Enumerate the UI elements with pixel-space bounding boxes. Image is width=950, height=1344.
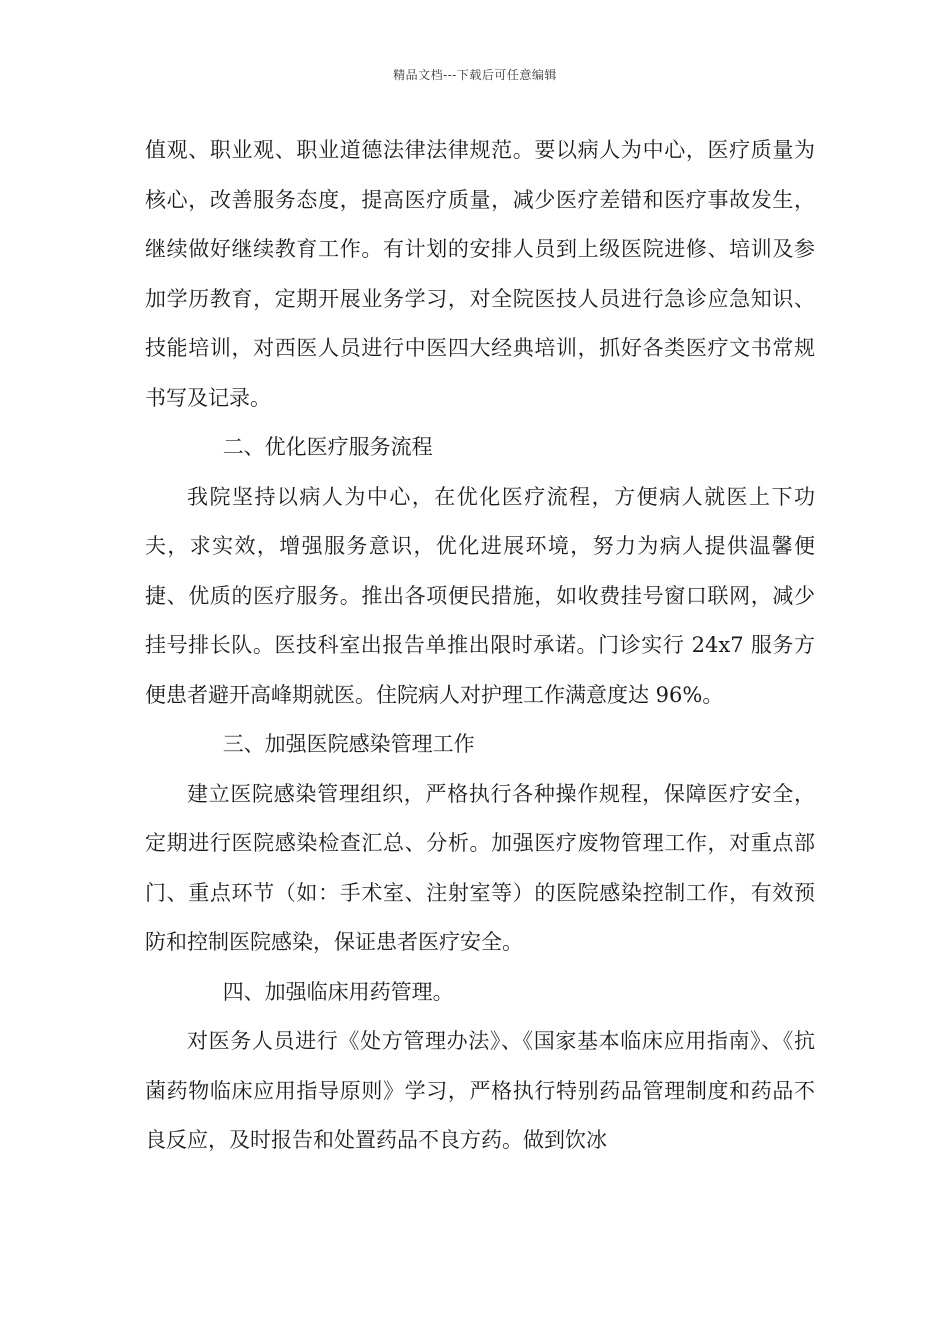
section-heading-3: 三、加强医院感染管理工作 (222, 732, 475, 756)
paragraph-section-3: 建立医院感染管理组织，严格执行各种操作规程，保障医疗安全，定期进行医院感染检查汇总、分析。加强医疗废物管理工作，对重点部门、重点环节（如：手术室、注射室等）的医院感染控制工作，有效预防和控制医院感染，保证患者医疗安全。 (145, 781, 815, 954)
page-header: 精品文档---下载后可任意编辑 (393, 68, 557, 82)
section-heading-4: 四、加强临床用药管理。 (222, 979, 454, 1004)
section-heading-2: 二、优化医疗服务流程 (222, 435, 433, 459)
paragraph-continuation: 值观、职业观、职业道德法律法律规范。要以病人为中心，医疗质量为核心，改善服务态度，提高医疗质量，减少医疗差错和医疗事故发生，继续做好继续教育工作。有计划的安排人员到上级医院进修、培训及参加学历教育，定期开展业务学习，对全院医技人员进行急诊应急知识、技能培训，对西医人员进行中医四大经典培训，抓好各类医疗文书常规书写及记录。 (145, 138, 815, 410)
paragraph-section-4: 对医务人员进行《处方管理办法》、《国家基本临床应用指南》、《抗菌药物临床应用指导原则》学习，严格执行特别药品管理制度和药品不良反应，及时报告和处置药品不良方药。做到饮冰 (145, 1029, 815, 1152)
paragraph-section-2: 我院坚持以病人为中心，在优化医疗流程，方便病人就医上下功夫，求实效，增强服务意识，优化进展环境，努力为病人提供温馨便捷、优质的医疗服务。推出各项便民措施，如收费挂号窗口联网，减少挂号排长队。医技科室出报告单推出限时承诺。门诊实行 24x7 服务方便患者避开高峰期就医。住院病人对护理工作满意度达 96%。 (145, 484, 815, 707)
document-body (145, 126, 815, 1166)
